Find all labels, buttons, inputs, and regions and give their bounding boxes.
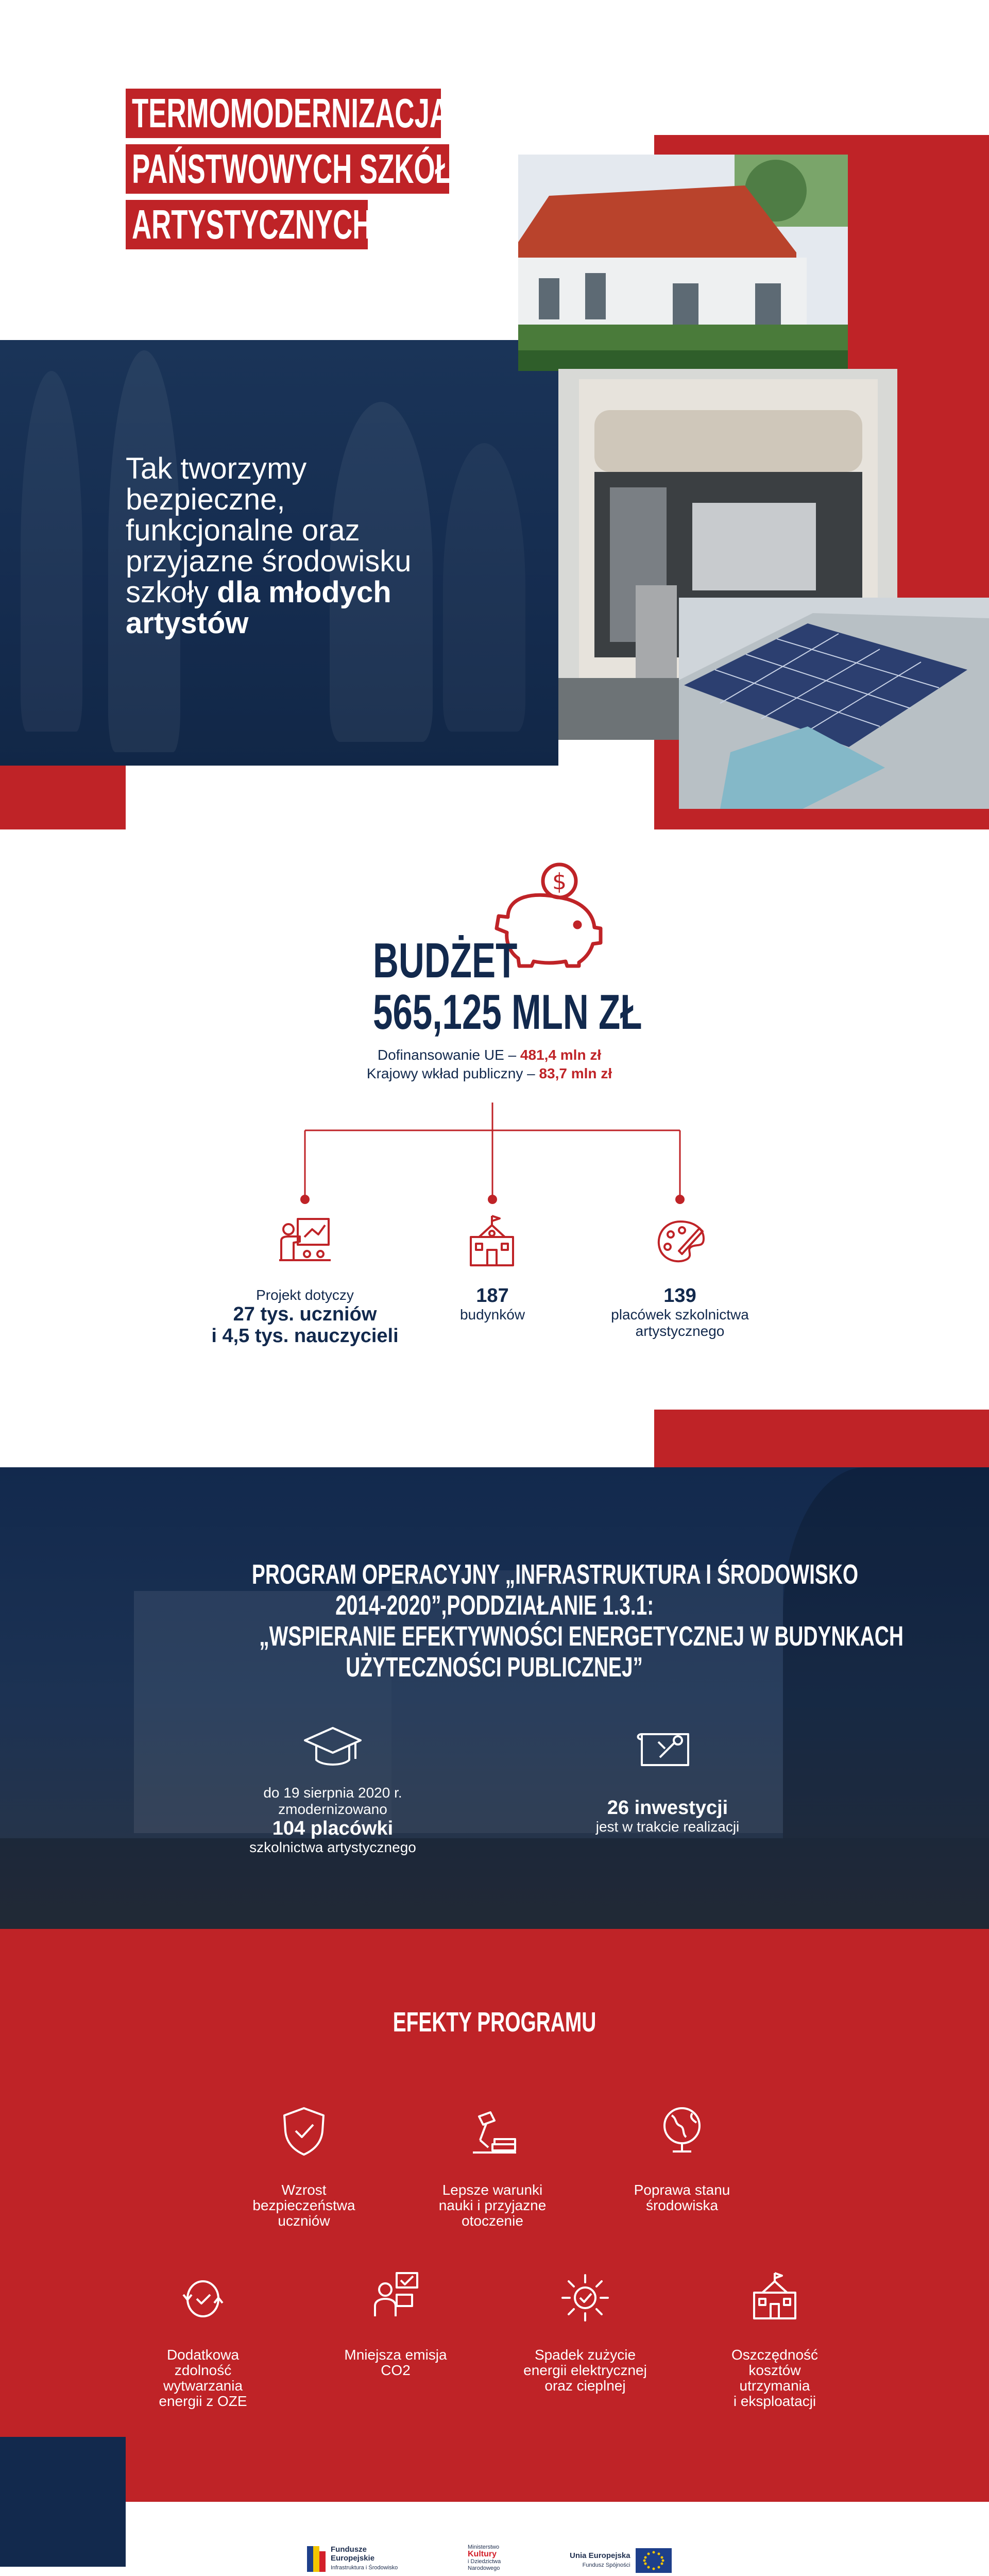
teacher-board-icon — [276, 1214, 333, 1270]
program-modernized-stat: do 19 sierpnia 2020 r. zmodernizowano 104 placówki szkolnictwa artystycznego — [249, 1785, 416, 1855]
effect-environment-label: Poprawa stanu środowiska — [634, 2182, 730, 2213]
school-building-icon — [749, 2271, 800, 2323]
effect-learning-label: Lepsze warunki nauki i przyjazne otoczenie — [438, 2182, 547, 2229]
effects-title: EFEKTY PROGRAMU — [393, 2007, 596, 2038]
stat-buildings: 187 budynków — [459, 1285, 525, 1323]
logo-fundusze-europejskie: Fundusze Europejskie Infrastruktura i Środowisko — [307, 2545, 398, 2572]
blueprint-tools-icon — [637, 1724, 698, 1775]
effect-energy-label: Spadek zużycie energii elektrycznej oraz cieplnej — [523, 2347, 647, 2394]
effect-co2-label: Mniejsza emisja CO2 — [344, 2347, 447, 2378]
budget-value: 565,125 MLN ZŁ — [373, 985, 642, 1040]
program-background-panel — [0, 1467, 989, 1929]
logo-unia-europejska: Unia Europejska Fundusz Spójności — [570, 2548, 672, 2573]
school-building-icon — [464, 1214, 520, 1270]
art-palette-icon — [652, 1214, 709, 1270]
budget-label: BUDŻET — [373, 933, 518, 988]
hero-title-line-1: TERMOMODERNIZACJA — [126, 89, 441, 138]
energy-burst-icon — [559, 2272, 611, 2324]
program-title: PROGRAM OPERACYJNY „INFRASTRUKTURA I ŚRODOWISKO 2014-2020”,PODDZIAŁANIE 1.3.1: „WSPIERANIE EFEKTYWNOŚCI ENERGETYCZNEJ W BUDYNKACH UŻYTECZNOŚCI PUBLICZNEJ” — [251, 1559, 903, 1683]
effect-safety-label: Wzrost bezpieczeństwa uczniów — [252, 2182, 355, 2229]
fe-flag-icon — [307, 2546, 326, 2572]
program-red-accent — [654, 1410, 989, 1467]
graduation-cap-icon — [302, 1722, 364, 1773]
solar-panels-photo — [679, 598, 989, 809]
program-investments-stat: 26 inwestycji jest w trakcie realizacji — [595, 1797, 740, 1835]
shield-check-icon — [278, 2105, 330, 2157]
hero-tagline: Tak tworzymy bezpieczne, funkcjonalne oraz przyjazne środowisku szkoły dla młodych artystów — [126, 452, 412, 640]
globe-leaf-icon — [656, 2103, 708, 2155]
effect-costs-label: Oszczędność kosztów utrzymania i eksploatacji — [731, 2347, 819, 2409]
eu-flag-icon — [636, 2548, 672, 2573]
desk-lamp-books-icon — [468, 2107, 519, 2159]
hero-title-line-3: ARTYSTYCZNYCH — [126, 200, 368, 249]
national-funding-line: Krajowy wkład publiczny – 83,7 mln zł — [366, 1065, 612, 1081]
effect-oze-label: Dodatkowa zdolność wytwarzania energii z OZE — [159, 2347, 247, 2409]
stat-students: Projekt dotyczy 27 tys. uczniów i 4,5 tys. nauczycieli — [211, 1287, 399, 1347]
budget-connector-lines — [0, 1103, 989, 1206]
stat-institutions: 139 placówek szkolnictwa artystycznego — [611, 1285, 749, 1339]
svg-text:$: $ — [552, 869, 567, 895]
person-co2-icon — [370, 2269, 421, 2320]
effects-navy-accent — [0, 2437, 126, 2567]
eu-funding-line: Dofinansowanie UE – 481,4 mln zł — [377, 1047, 602, 1063]
school-building-photo — [518, 155, 848, 371]
logo-ministerstwo-kultury: Ministerstwo Kultury i Dziedzictwa Narodowego — [468, 2544, 501, 2571]
recycle-check-icon — [177, 2273, 229, 2325]
hero-title-line-2: PAŃSTWOWYCH SZKÓŁ — [126, 144, 449, 194]
